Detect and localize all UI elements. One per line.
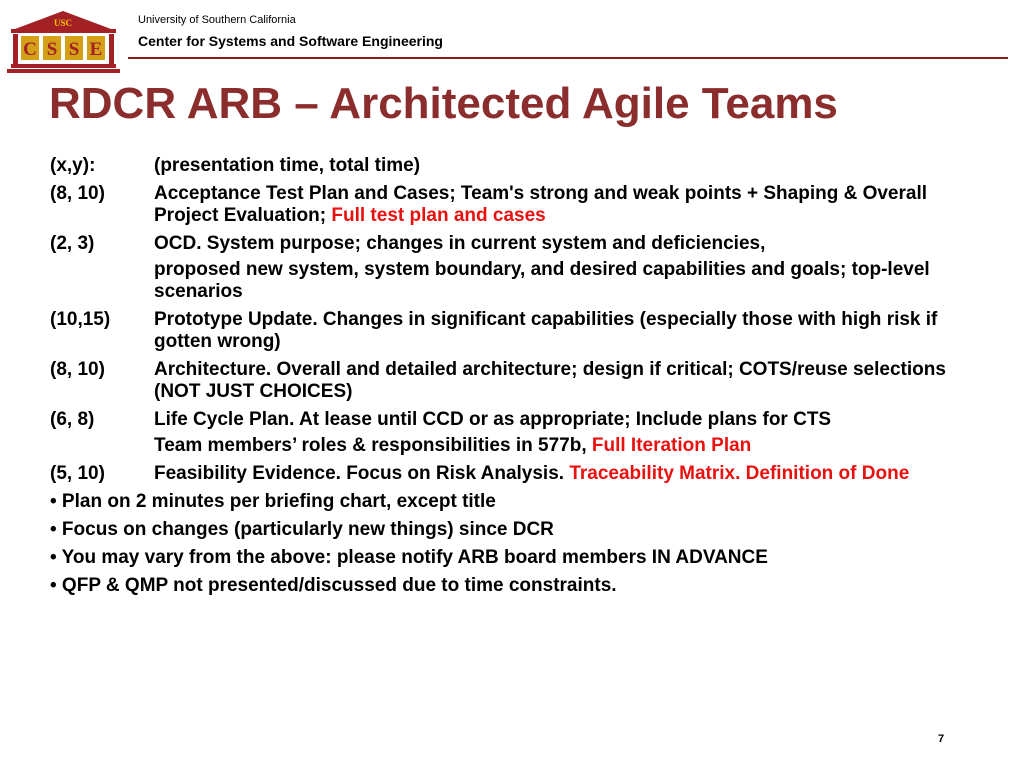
bullet-item: • QFP & QMP not presented/discussed due to time constraints. (50, 575, 617, 596)
row-text: Acceptance Test Plan and Cases; Team's strong and weak points + Shaping & Overall Project Evaluation; Full test plan and cases (154, 183, 928, 226)
list-item (50, 463, 985, 485)
row-text: Prototype Update. Changes in significant capabilities (especially those with high risk if gotten wrong) (154, 309, 938, 352)
row-key: (5, 10) (50, 463, 105, 484)
highlight-text: Full Iteration Plan (591, 435, 752, 456)
bullet-item: • You may vary from the above: please notify ARB board members IN ADVANCE (50, 547, 768, 568)
highlight-text: Full test plan and cases (331, 205, 546, 226)
row-text: OCD. System purpose; changes in current system and deficiencies, (154, 233, 766, 254)
page-number: 7 (938, 733, 945, 745)
row-text: (presentation time, total time) (154, 155, 421, 176)
row-key: (6, 8) (50, 409, 95, 430)
list-item (50, 409, 985, 431)
logo-letter-c: C (23, 39, 37, 60)
center-name: Center for Systems and Software Engineering (138, 33, 443, 49)
logo-usc-text: USC (53, 18, 73, 28)
row-text: Team members’ roles & responsibilities in 577b, Full Iteration Plan (154, 435, 752, 456)
row-text: Feasibility Evidence. Focus on Risk Analysis. Traceability Matrix. Definition of Done (154, 463, 910, 484)
row-key: (x,y): (50, 155, 96, 176)
highlight-text: Traceability Matrix. Definition of Done (569, 463, 910, 484)
university-name: University of Southern California (138, 14, 296, 26)
list-item-continuation (50, 259, 985, 303)
row-text: proposed new system, system boundary, and desired capabilities and goals; top-level scenarios (154, 259, 930, 302)
slide-title: RDCR ARB – Architected Agile Teams (49, 79, 838, 128)
logo-letters (21, 36, 105, 60)
header-divider (128, 57, 1008, 59)
list-item (50, 309, 985, 353)
list-item (50, 183, 985, 227)
list-item-continuation (50, 435, 985, 457)
csse-logo (7, 9, 120, 74)
row-key: (10,15) (50, 309, 111, 330)
row-key: (8, 10) (50, 359, 105, 380)
row-key: (8, 10) (50, 183, 105, 204)
slide-content (50, 155, 985, 603)
logo-letter-s1: S (46, 39, 58, 60)
logo-letter-s2: S (68, 39, 80, 60)
list-item (50, 359, 985, 403)
bullet-item: • Focus on changes (particularly new things) since DCR (50, 519, 554, 540)
list-item (50, 233, 985, 255)
list-item (50, 155, 985, 177)
bullet-item: • Plan on 2 minutes per briefing chart, except title (50, 491, 496, 512)
row-key: (2, 3) (50, 233, 95, 254)
row-text: Architecture. Overall and detailed architecture; design if critical; COTS/reuse selections (NOT JUST CHOICES) (154, 359, 946, 402)
row-text: Life Cycle Plan. At lease until CCD or as appropriate; Include plans for CTS (154, 409, 832, 430)
logo-letter-e: E (89, 39, 103, 60)
